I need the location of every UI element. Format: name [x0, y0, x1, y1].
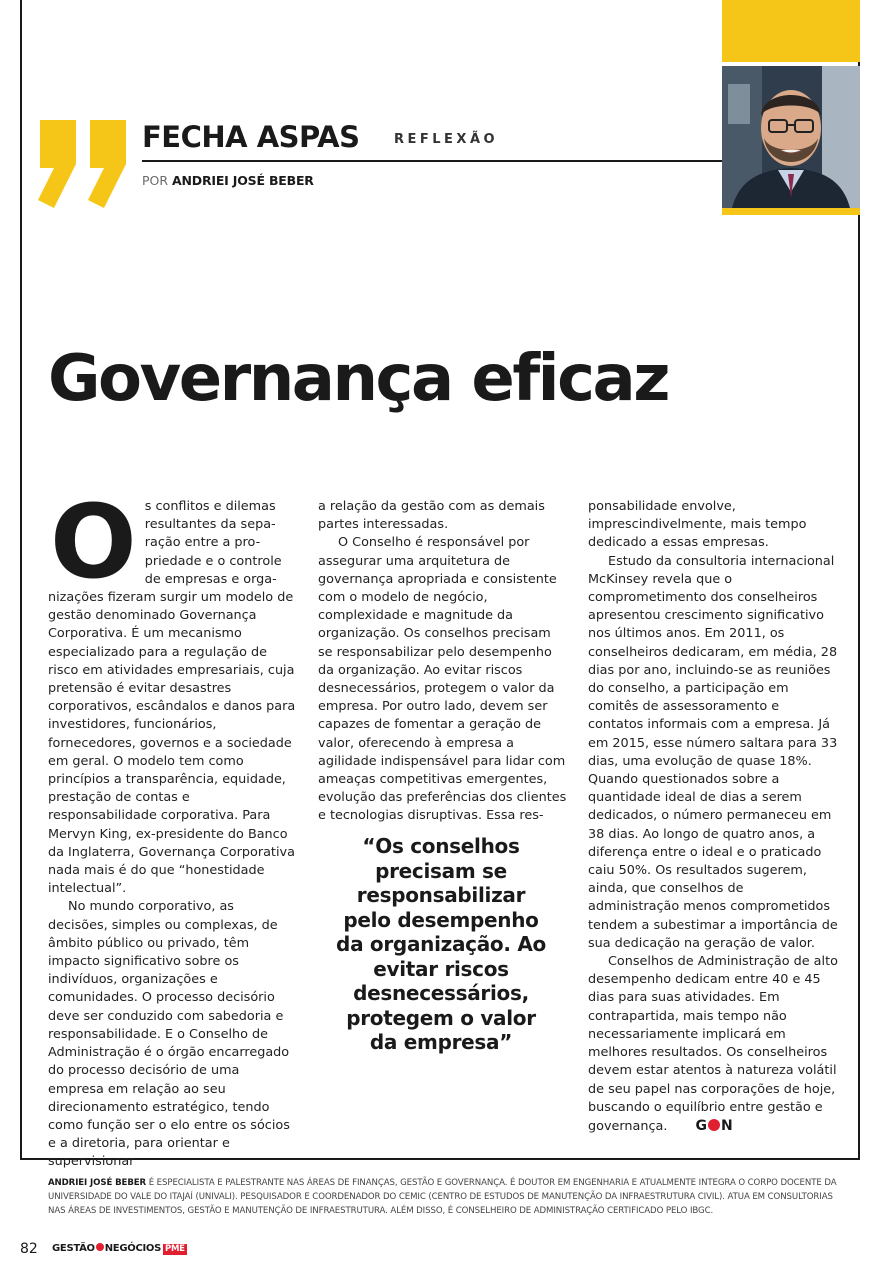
article-column-2 — [318, 498, 568, 826]
intro-line: resultantes da sepa- — [144, 517, 276, 533]
brand-right: NEGÓCIOS — [104, 1243, 162, 1254]
photo-accent-bar — [722, 208, 860, 215]
brand-tag: PME — [165, 1244, 185, 1254]
pull-quote: “Os conselhos precisam se responsabilizar pelo desempenho da organização. Ao evitar riscos desnecessários, protegem o valor da empresa” — [336, 834, 546, 1054]
page-number: 82 — [20, 1241, 38, 1257]
article-column-3 — [588, 498, 838, 1136]
paragraph: O Conselho é responsável por assegurar uma arquitetura de governança apropriada e consistente com o modelo de negócio, complexidade e magnitude da organização. Os conselhos precisam se responsabilizar pelo desempenho da organização. Ao evitar riscos desnecessários, protegem o valor da empresa. Por outro lado, devem ser capazes de fomentar a geração de valor, oferecendo à empresa a agilidade indispensável para lidar com ameaças competitivas emergentes, evolução das preferências dos clientes e tecnologias disruptivas. Essa res- — [318, 535, 567, 824]
paragraph: nizações fizeram surgir um modelo de gestão denominado Governança Corporativa. É um mecanismo especializado para a regulação de risco em atividades empresariais, cuja pretensão é evitar desastres corporativos, escândalos e danos para investidores, funcionários, fornecedores, governos e a sociedade em geral. O modelo tem como princípios a transparência, equidade, prestação de contas e responsabilidade corporativa. Para Mervyn King, ex-presidente do Banco da Inglaterra, Governança Corporativa nada mais é do que “honestidade intelectual”. — [48, 590, 296, 897]
gestao-negocios-logo — [675, 1117, 732, 1135]
intro-line: de empresas e orga- — [144, 571, 277, 587]
article-column-1 — [48, 483, 296, 1172]
paragraph: No mundo corporativo, as decisões, simples ou complexas, de âmbito público ou privado, têm impacto significativo sobre os indivíduos, organizações e comunidades. O processo decisório deve ser conduzido com sabedoria e responsabilidade. E o Conselho de Administração é o órgão encarregado do processo decisório de uma empresa em relação ao seu direcionamento estratégico, tendo como função ser o elo entre os sócios e a diretoria, para orientar e supervisionar — [48, 899, 290, 1170]
byline — [142, 173, 314, 189]
logo-letter: G — [695, 1117, 707, 1134]
byline-prefix: POR — [142, 173, 169, 188]
page-border-left — [20, 0, 22, 1160]
logo-dot — [708, 1119, 720, 1131]
logo-letter: N — [720, 1117, 733, 1134]
bio-line — [48, 1176, 848, 1190]
intro-line: ração entre a pro- — [144, 535, 261, 551]
closing-quotation-mark-icon — [36, 110, 132, 214]
author-photo — [722, 66, 860, 208]
brand-left: GESTÃO — [52, 1243, 95, 1254]
author-portrait-illustration — [722, 66, 860, 208]
article-headline: Governança eficaz — [48, 342, 668, 416]
bio-name: ANDRIEI JOSÉ BEBER — [48, 1178, 147, 1188]
intro-line: s conflitos e dilemas — [144, 499, 276, 514]
bio-line: UNIVERSIDADE DO VALE DO ITAJAÍ (UNIVALI). PESQUISADOR E COORDENADOR DO CEMIC (CENTRO DE ESTUDOS DE MANUTENÇÃO DA INFRAESTRUTURA CIVIL). ATUA EM CONSULTORIAS — [48, 1192, 833, 1202]
header-rule — [142, 160, 722, 162]
byline-author: ANDRIEI JOSÉ BEBER — [172, 173, 314, 188]
bio-line: NAS ÁREAS DE INVESTIMENTOS, GESTÃO E MANUTENÇÃO DE INFRAESTRUTURA. ALÉM DISSO, É CONSELHEIRO DE ADMINISTRAÇÃO CERTIFICADO PELO IBGC. — [48, 1206, 714, 1216]
section-subtitle: REFLEXÃO — [394, 132, 499, 147]
paragraph: a relação da gestão com as demais partes interessadas. — [318, 499, 545, 533]
paragraph-text: Conselhos de Administração de alto desempenho dedicam entre 40 e 45 dias para suas atividades. Em contrapartida, mais tempo não necessariamente implicará em melhores resultados. Os conselheiros devem estar atentos à natureza volátil de seu papel nas corporações de hoje, buscando o equilíbrio entre gestão e governança. — [588, 954, 838, 1134]
section-title: FECHA ASPAS — [142, 120, 360, 154]
paragraph: ponsabilidade envolve, imprescindivelmente, mais tempo dedicado a essas empresas. — [588, 499, 807, 551]
bio-text: É ESPECIALISTA E PALESTRANTE NAS ÁREAS DE FINANÇAS, GESTÃO E GOVERNANÇA. É DOUTOR EM ENGENHARIA E ATUALMENTE INTEGRA O CORPO DOCENTE DA — [146, 1178, 837, 1188]
paragraph — [588, 953, 838, 1136]
paragraph: Estudo da consultoria internacional McKinsey revela que o comprometimento dos conselheiros apresentou crescimento significativo nos últimos anos. Em 2011, os conselheiros dedicaram, em média, 28 dias por ano, incluindo-se as reuniões do conselho, a participação em comitês de assessoramento e contatos informais com a empresa. Já em 2015, esse número saltara para 33 dias, uma evolução de quase 18%. Quando questionados sobre a quantidade ideal de dias a serem dedicados, o número permaneceu em 38 dias. Ao longo de quatro anos, a diferença entre o ideal e o praticado caiu 50%. Os resultados sugerem, ainda, que conselhos de administração menos comprometidos tendem a subestimar a importância de sua dedicação na geração de valor. — [588, 553, 838, 951]
drop-cap: O — [50, 483, 137, 602]
author-bio — [48, 1176, 848, 1218]
magazine-brand — [52, 1242, 187, 1256]
brand-dot — [96, 1243, 104, 1251]
accent-block — [722, 0, 860, 62]
intro-line: priedade e o controle — [144, 553, 282, 569]
